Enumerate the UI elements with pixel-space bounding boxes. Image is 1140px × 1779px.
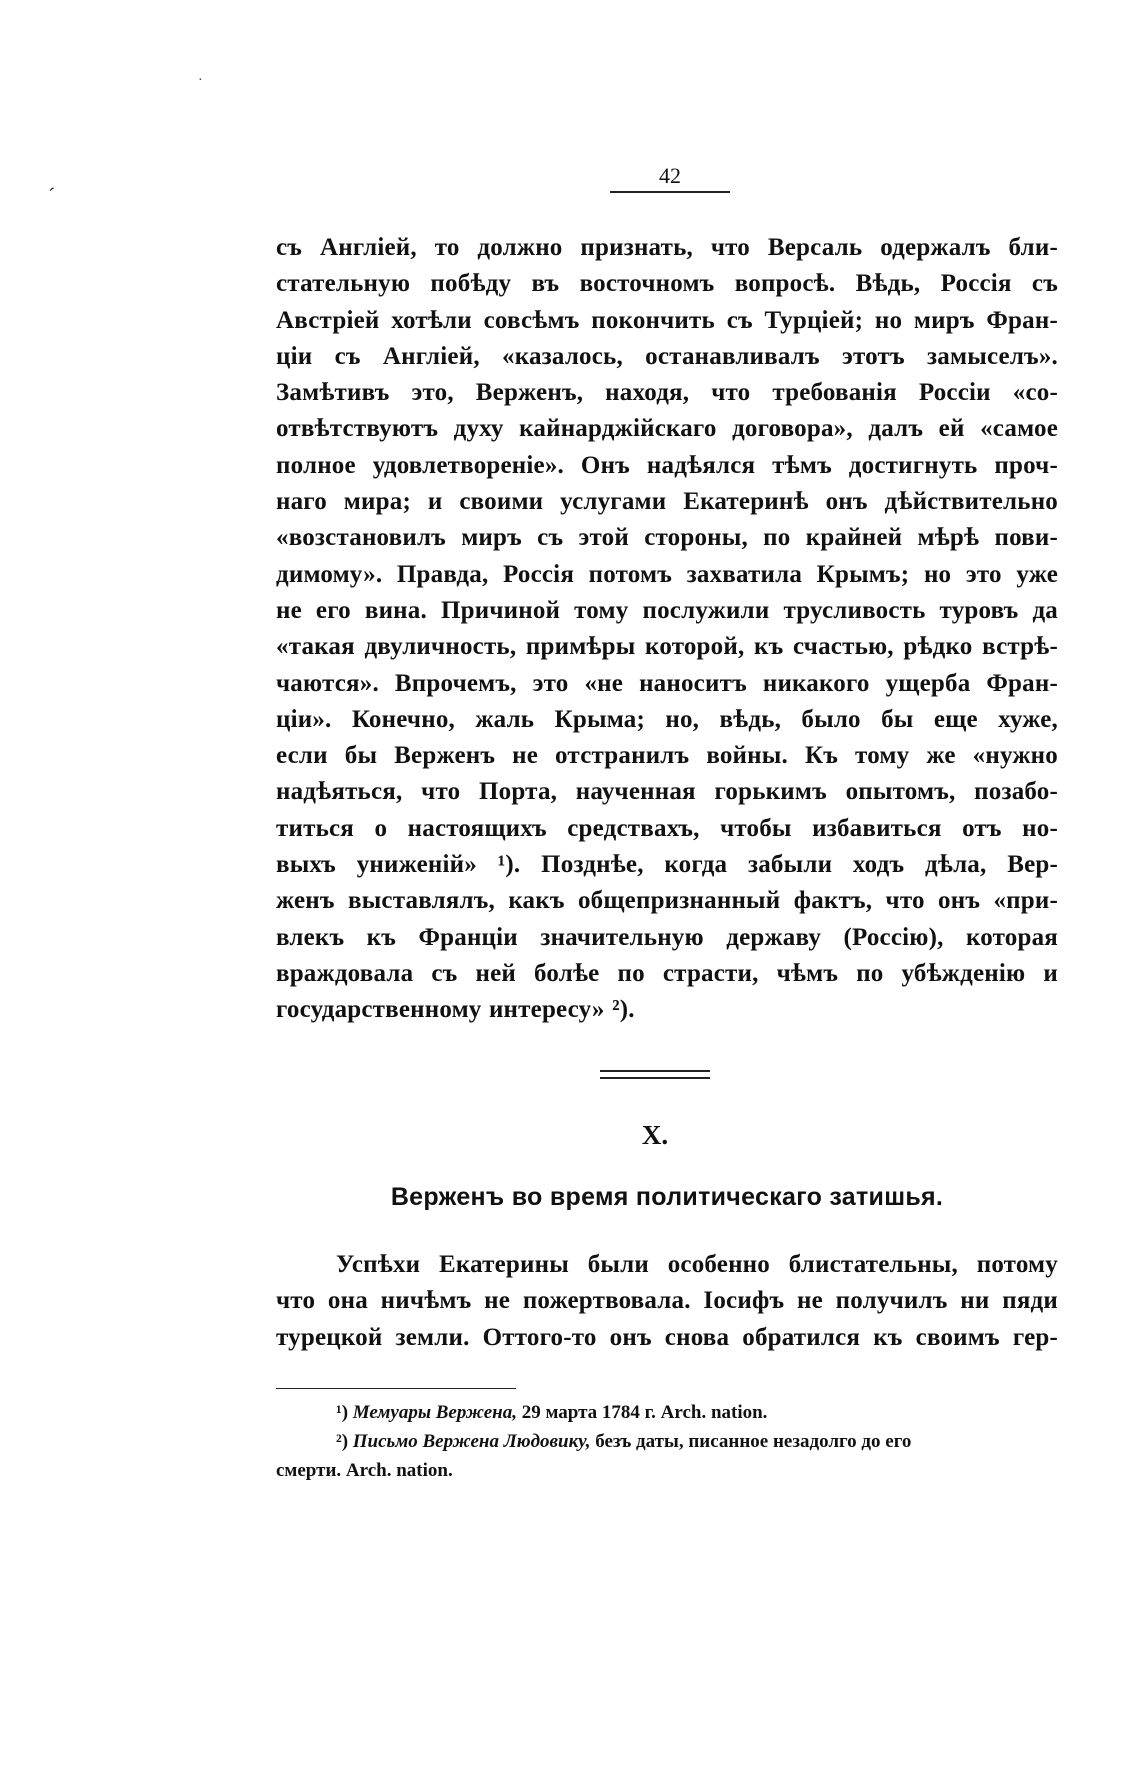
page-number: 42 (659, 163, 681, 188)
scan-mark: ˊ (48, 183, 56, 208)
footnote-2 (276, 1427, 1058, 1456)
text-line: влекъ къ Франціи значительную державу (Россію), которая (276, 923, 1058, 951)
footnote-source: Письмо Вержена Людовику, (352, 1431, 591, 1452)
text-line: государственному интересу» ²). (276, 996, 635, 1024)
text-line: что она ничѣмъ не пожертвовала. Іосифъ не получилъ ни пяди (276, 1287, 1058, 1315)
footnote-2-continuation: смерти. Arch. nation. (276, 1460, 453, 1481)
text-line: турецкой земли. Оттого-то онъ снова обратился къ своимъ гер- (276, 1323, 1058, 1351)
text-line: выхъ униженій» ¹). Позднѣе, когда забыли ходъ дѣла, Вер- (276, 851, 1058, 879)
text-line: если бы Верженъ не отстранилъ войны. Къ тому же «нужно (276, 742, 1058, 770)
footnote-source: Мемуары Вержена, (352, 1402, 517, 1423)
text-line: Успѣхи Екатерины были особенно блистательны, потому (336, 1251, 1058, 1278)
text-line: Замѣтивъ это, Верженъ, находя, что требованія Россіи «со- (276, 379, 1058, 407)
text-line: надѣяться, что Порта, наученная горькимъ опытомъ, позабо- (276, 778, 1058, 806)
footnote-separator (276, 1388, 516, 1389)
paragraph-continuation (276, 230, 1058, 1029)
text-line: съ Англіей, то должно признать, что Версаль одержалъ бли- (276, 234, 1058, 261)
section-heading: Верженъ во время политическаго затишья. (390, 1183, 944, 1211)
footnote-1 (276, 1398, 1058, 1427)
text-line: враждовала съ ней болѣе по страсти, чѣмъ по убѣжденію и (276, 959, 1058, 987)
page-number-rule (610, 191, 730, 193)
text-line: «возстановилъ миръ съ этой стороны, по крайней мѣрѣ пови- (276, 524, 1058, 552)
text-line: титься о настоящихъ средствахъ, чтобы избавиться отъ но- (276, 814, 1058, 842)
text-line: чаются». Впрочемъ, это «не наноситъ никакого ущерба Фран- (276, 669, 1058, 697)
text-line: Австріей хотѣли совсѣмъ покончить съ Турціей; но миръ Фран- (276, 306, 1058, 334)
footnotes (276, 1398, 1058, 1485)
section-numeral: X. (641, 1120, 669, 1150)
section-divider-bottom (600, 1077, 710, 1079)
text-line: женъ выставлялъ, какъ общепризнанный фактъ, что онъ «при- (276, 887, 1058, 915)
footnote-text: безъ даты, писанное незадолго до его (590, 1431, 912, 1452)
scan-mark: · (198, 73, 203, 88)
text-line: не его вина. Причиной тому послужили трусливость туровъ да (276, 596, 1058, 624)
text-line: наго мира; и своими услугами Екатеринѣ онъ дѣйствительно (276, 488, 1058, 516)
footnote-text: 29 марта 1784 г. Arch. nation. (516, 1402, 768, 1423)
text-line: ціи съ Англіей, «казалось, останавливалъ этотъ замыселъ». (276, 342, 1058, 370)
footnote-marker: ¹) (336, 1402, 349, 1423)
text-line: «такая двуличность, примѣры которой, къ счастью, рѣдко встрѣ- (276, 633, 1058, 661)
text-line: полное удовлетвореніе». Онъ надѣялся тѣмъ достигнуть проч- (276, 451, 1058, 479)
paragraph (276, 1247, 1058, 1356)
text-line: стательную побѣду въ восточномъ вопросѣ. Вѣдь, Россія съ (276, 270, 1058, 298)
text-line: ціи». Конечно, жаль Крыма; но, вѣдь, было бы еще хуже, (276, 705, 1058, 733)
text-line: отвѣтствуютъ духу кайнарджійскаго договора», далъ ей «самое (276, 415, 1058, 443)
section-divider-top (600, 1070, 710, 1072)
text-line: димому». Правда, Россія потомъ захватила Крымъ; но это уже (276, 560, 1058, 588)
footnote-marker: ²) (336, 1431, 349, 1452)
